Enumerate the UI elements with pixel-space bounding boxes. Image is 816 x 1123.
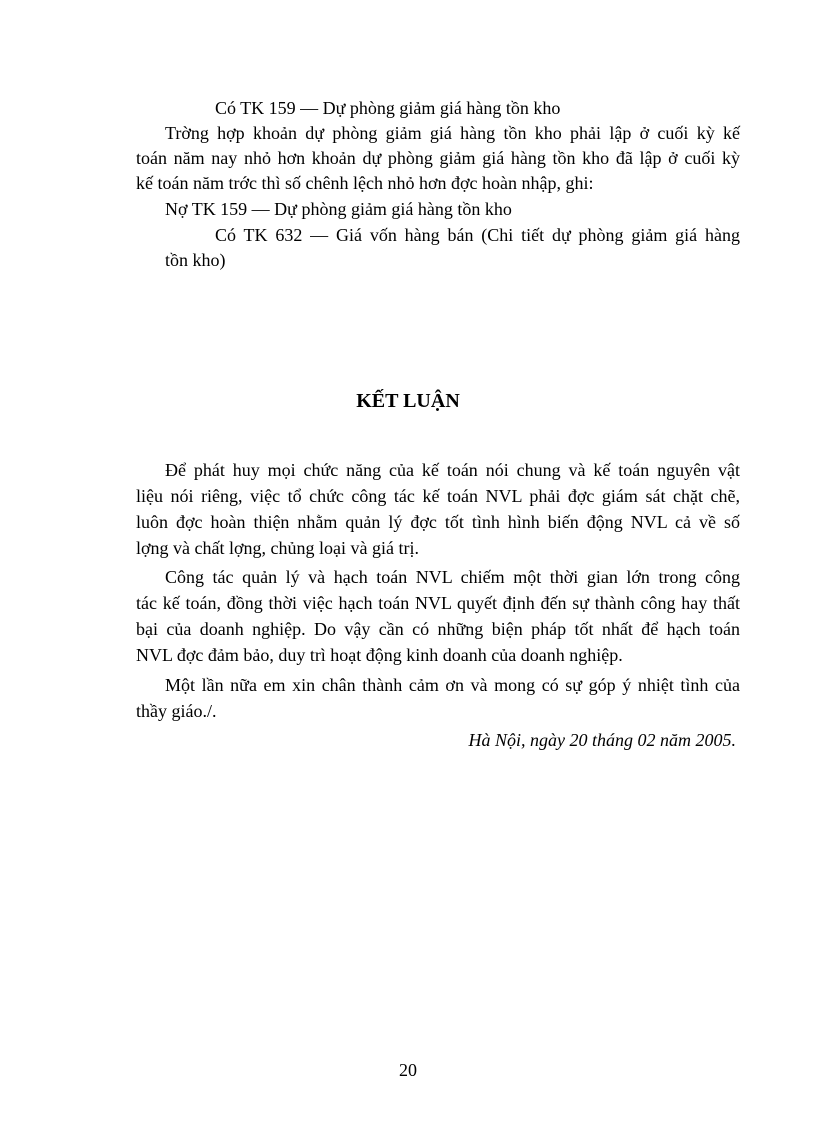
paragraph-line: lợng và chất lợng, chủng loại và giá trị. (136, 538, 419, 558)
co-tk159-line: Có TK 159 — Dự phòng giảm giá hàng tồn kho (215, 98, 561, 118)
paragraph-line: tác kế toán, đồng thời việc hạch toán NVL quyết định đến sự thành công hay thất (136, 593, 740, 613)
paragraph-line: luôn đợc hoàn thiện nhằm quản lý đợc tốt tình hình biến động NVL cả về số (136, 512, 740, 532)
co-tk632-line: Có TK 632 — Giá vốn hàng bán (Chi tiết dự phòng giảm giá hàng (215, 225, 740, 245)
no-tk159-line: Nợ TK 159 — Dự phòng giảm giá hàng tồn kho (165, 199, 512, 219)
paragraph-line: NVL đợc đảm bảo, duy trì hoạt động kinh doanh của doanh nghiệp. (136, 645, 623, 665)
paragraph-line: liệu nói riêng, việc tổ chức công tác kế toán NVL phải đợc giám sát chặt chẽ, (136, 486, 740, 506)
conclusion-heading: KẾT LUẬN (356, 390, 460, 412)
date-signature: Hà Nội, ngày 20 tháng 02 năm 2005. (468, 730, 736, 750)
paragraph-line: Để phát huy mọi chức năng của kế toán nói chung và kế toán nguyên vật (165, 460, 740, 480)
paragraph-line: thầy giáo./. (136, 701, 217, 721)
paragraph-line: kế toán năm trớc thì số chênh lệch nhỏ hơn đợc hoàn nhập, ghi: (136, 173, 594, 193)
paragraph-line: Trờng hợp khoản dự phòng giảm giá hàng tồn kho phải lập ở cuối kỳ kế (165, 123, 740, 143)
paragraph-line: tồn kho) (165, 250, 226, 270)
paragraph-line: Một lần nữa em xin chân thành cảm ơn và mong có sự góp ý nhiệt tình của (165, 675, 740, 695)
paragraph-line: bại của doanh nghiệp. Do vậy cần có những biện pháp tốt nhất để hạch toán (136, 619, 740, 639)
paragraph-line: Công tác quản lý và hạch toán NVL chiếm một thời gian lớn trong công (165, 567, 740, 587)
paragraph-line: toán năm nay nhỏ hơn khoản dự phòng giảm giá hàng tồn kho đã lập ở cuối kỳ (136, 148, 740, 168)
page-number: 20 (399, 1060, 417, 1080)
